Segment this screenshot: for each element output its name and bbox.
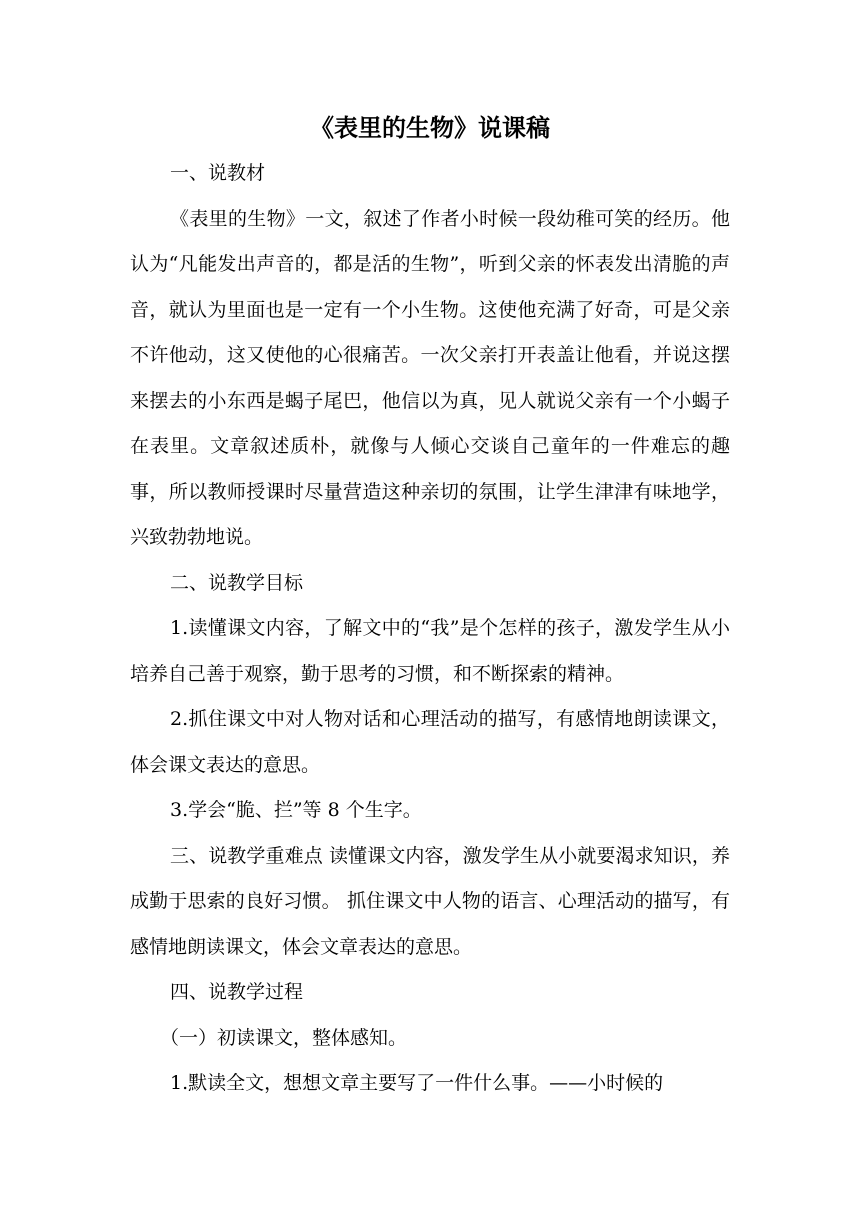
paragraph: 2.抓住课文中对人物对话和心理活动的描写，有感情地朗读课文，体会课文表达的意思。	[130, 708, 730, 776]
paragraph: 《表里的生物》一文，叙述了作者小时候一段幼稚可笑的经历。他认为“凡能发出声音的，都是活的生物”，听到父亲的怀表发出清脆的声音，就认为里面也是一定有一个小生物。这使他充满了好奇，可是父亲不许他动，这又使他的心很痛苦。一次父亲打开表盖让他看，并说这摆来摆去的小东西是蝎子尾巴，他信以为真，见人就说父亲有一个小蝎子在表里。文章叙述质朴，就像与人倾心交谈自己童年的一件难忘的趣事，所以教师授课时尽量营造这种亲切的氛围，让学生津津有味地学，兴致勃勃地说。	[130, 207, 730, 548]
section-heading: 一、说教材	[170, 162, 266, 184]
paragraph: 三、说教学重难点 读懂课文内容，激发学生从小就要渴求知识，养成勤于思索的良好习惯。 抓住课文中人物的语言、心理活动的描写，有感情地朗读课文，体会文章表达的意思。	[130, 844, 730, 958]
document-body	[130, 151, 730, 1107]
paragraph: 3.学会“脆、拦”等 8 个生字。	[170, 799, 422, 821]
section-heading: 四、说教学过程	[170, 981, 304, 1003]
document-title: 《表里的生物》说课稿	[310, 113, 550, 142]
paragraph: 1.读懂课文内容，了解文中的“我”是个怎样的孩子，激发学生从小培养自己善于观察，勤于思考的习惯，和不断探索的精神。	[130, 617, 730, 685]
section-heading: 二、说教学目标	[170, 571, 304, 594]
subsection-heading: （一）初读课文，整体感知。	[160, 1026, 408, 1049]
paragraph: 1.默读全文，想想文章主要写了一件什么事。——小时候的	[170, 1072, 664, 1094]
